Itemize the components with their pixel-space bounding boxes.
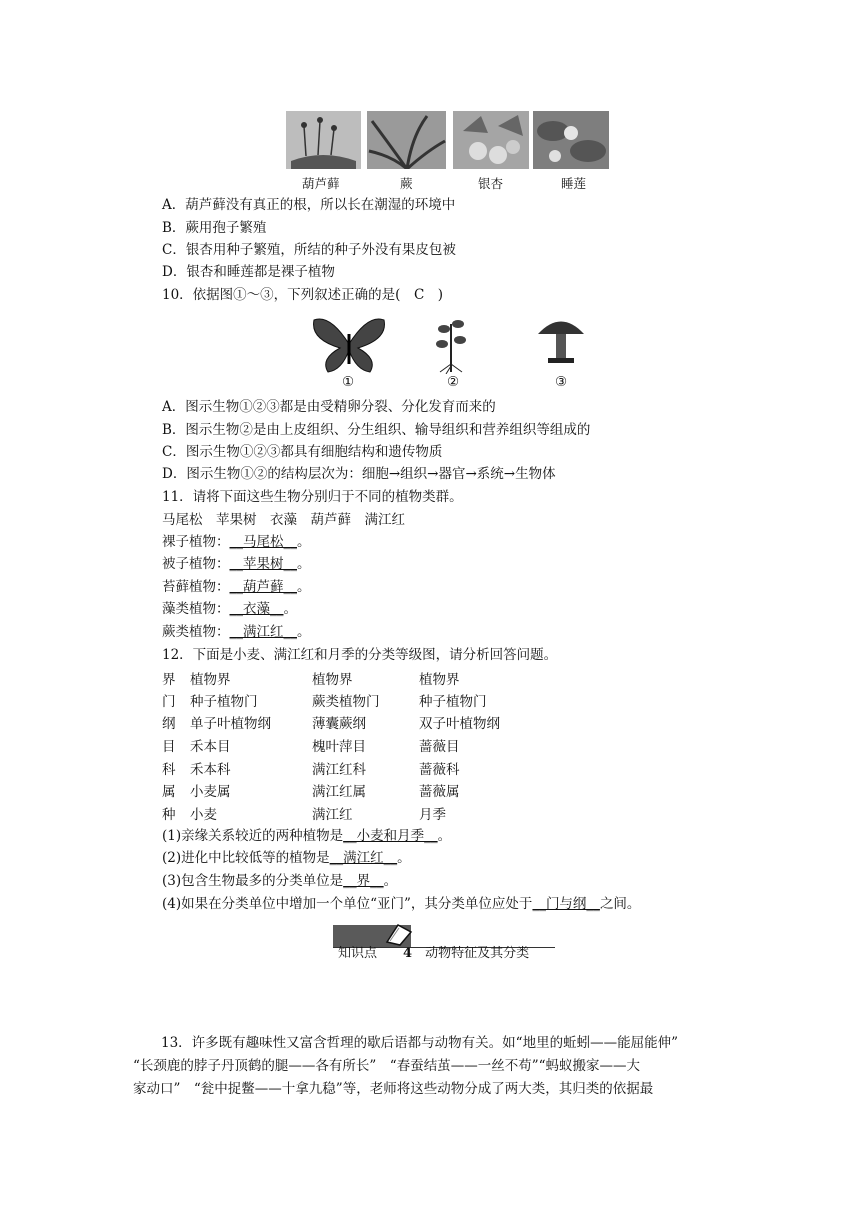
table-cell: 双子叶植物纲 [419,716,500,732]
section-heading: 知识点 4 动物特征及其分类 [338,946,530,961]
q12-answer-3: (3)包含生物最多的分类单位是__界__。 [162,873,398,889]
moss-photo [286,111,361,169]
q12-answer-2: (2)进化中比较低等的植物是__满江红__。 [162,850,411,866]
q10-stem: 10．依据图①～③，下列叙述正确的是( C ) [162,287,444,303]
q12-answer-1: (1)亲缘关系较近的两种植物是__小麦和月季__。 [162,828,452,844]
q9-option-d: D．银杏和睡莲都是裸子植物 [162,264,335,280]
table-cell: 植物界 [312,672,353,688]
butterfly-figure [310,314,388,374]
table-cell: 植物界 [190,672,231,688]
plant-figure [432,314,470,374]
table-cell: 月季 [419,807,446,823]
q12-answer-4: (4)如果在分类单位中增加一个单位“亚门”，其分类单位应处于__门与纲__之间。 [162,896,641,912]
table-cell: 满江红 [312,807,353,823]
table-cell: 小麦属 [190,784,231,800]
q9-option-b: B．蕨用孢子繁殖 [162,220,267,236]
q11-list: 马尾松 苹果树 衣藻 葫芦藓 满江红 [162,512,405,528]
table-cell: 单子叶植物纲 [190,716,271,732]
table-cell: 薄囊蕨纲 [312,716,366,732]
table-cell: 植物界 [419,672,460,688]
table-cell: 目 [162,739,176,755]
q10-option-c: C．图示生物①②③都具有细胞结构和遗传物质 [162,444,443,460]
q9-option-a: A．葫芦藓没有真正的根，所以长在潮湿的环境中 [162,197,456,213]
q11-item-fern: 蕨类植物：__满江红__。 [162,624,311,640]
table-cell: 门 [162,694,176,710]
table-cell: 禾本目 [190,739,231,755]
table-cell: 槐叶萍目 [312,739,366,755]
q11-item-angiosperm: 被子植物：__苹果树__。 [162,556,311,572]
table-cell: 科 [162,762,176,778]
table-cell: 蔷薇属 [419,784,460,800]
q12-stem: 12．下面是小麦、满江红和月季的分类等级图，请分析回答问题。 [162,647,558,663]
q11-stem: 11．请将下面这些生物分别归于不同的植物类群。 [162,489,463,505]
q10-option-d: D．图示生物①②的结构层次为：细胞→组织→器官→系统→生物体 [162,466,556,482]
q13-line-3: 家动口” “瓮中捉鳖——十拿九稳”等，老师将这些动物分成了两大类，其归类的依据最 [133,1081,654,1097]
label-figure-3: ③ [555,374,568,390]
caption-water-lily: 睡莲 [561,176,587,191]
table-cell: 小麦 [190,807,217,823]
caption-fern: 蕨 [400,176,413,191]
q11-item-algae: 藻类植物：__衣藻__。 [162,601,297,617]
caption-moss: 葫芦藓 [302,176,340,191]
table-cell: 种子植物门 [419,694,487,710]
fern-photo [367,111,446,169]
table-cell: 属 [162,784,176,800]
ginkgo-photo [453,111,529,169]
table-cell: 纲 [162,716,176,732]
label-figure-1: ① [342,374,355,390]
q13-line-1: 13．许多既有趣味性又富含哲理的歇后语都与动物有关。如“地里的蚯蚓——能屈能伸” [161,1035,678,1051]
table-cell: 满江红科 [312,762,366,778]
table-cell: 种 [162,807,176,823]
table-cell: 蔷薇科 [419,762,460,778]
q10-option-a: A．图示生物①②③都是由受精卵分裂、分化发育而来的 [162,399,496,415]
mushroom-figure [536,314,586,364]
table-cell: 蕨类植物门 [312,694,380,710]
q9-option-c: C．银杏用种子繁殖，所结的种子外没有果皮包被 [162,242,456,258]
q11-item-gymnosperm: 裸子植物：__马尾松__。 [162,534,311,550]
table-cell: 种子植物门 [190,694,258,710]
label-figure-2: ② [447,374,460,390]
q10-option-b: B．图示生物②是由上皮组织、分生组织、输导组织和营养组织等组成的 [162,422,591,438]
table-cell: 界 [162,672,176,688]
table-cell: 禾本科 [190,762,231,778]
caption-ginkgo: 银杏 [478,176,504,191]
water-lily-photo [533,111,609,169]
table-cell: 满江红属 [312,784,366,800]
table-cell: 蔷薇目 [419,739,460,755]
q13-line-2: “长颈鹿的脖子丹顶鹤的腿——各有所长” “春蚕结茧——一丝不苟”“蚂蚁搬家——大 [133,1058,641,1074]
q11-item-moss: 苔藓植物：__葫芦藓__。 [162,579,311,595]
